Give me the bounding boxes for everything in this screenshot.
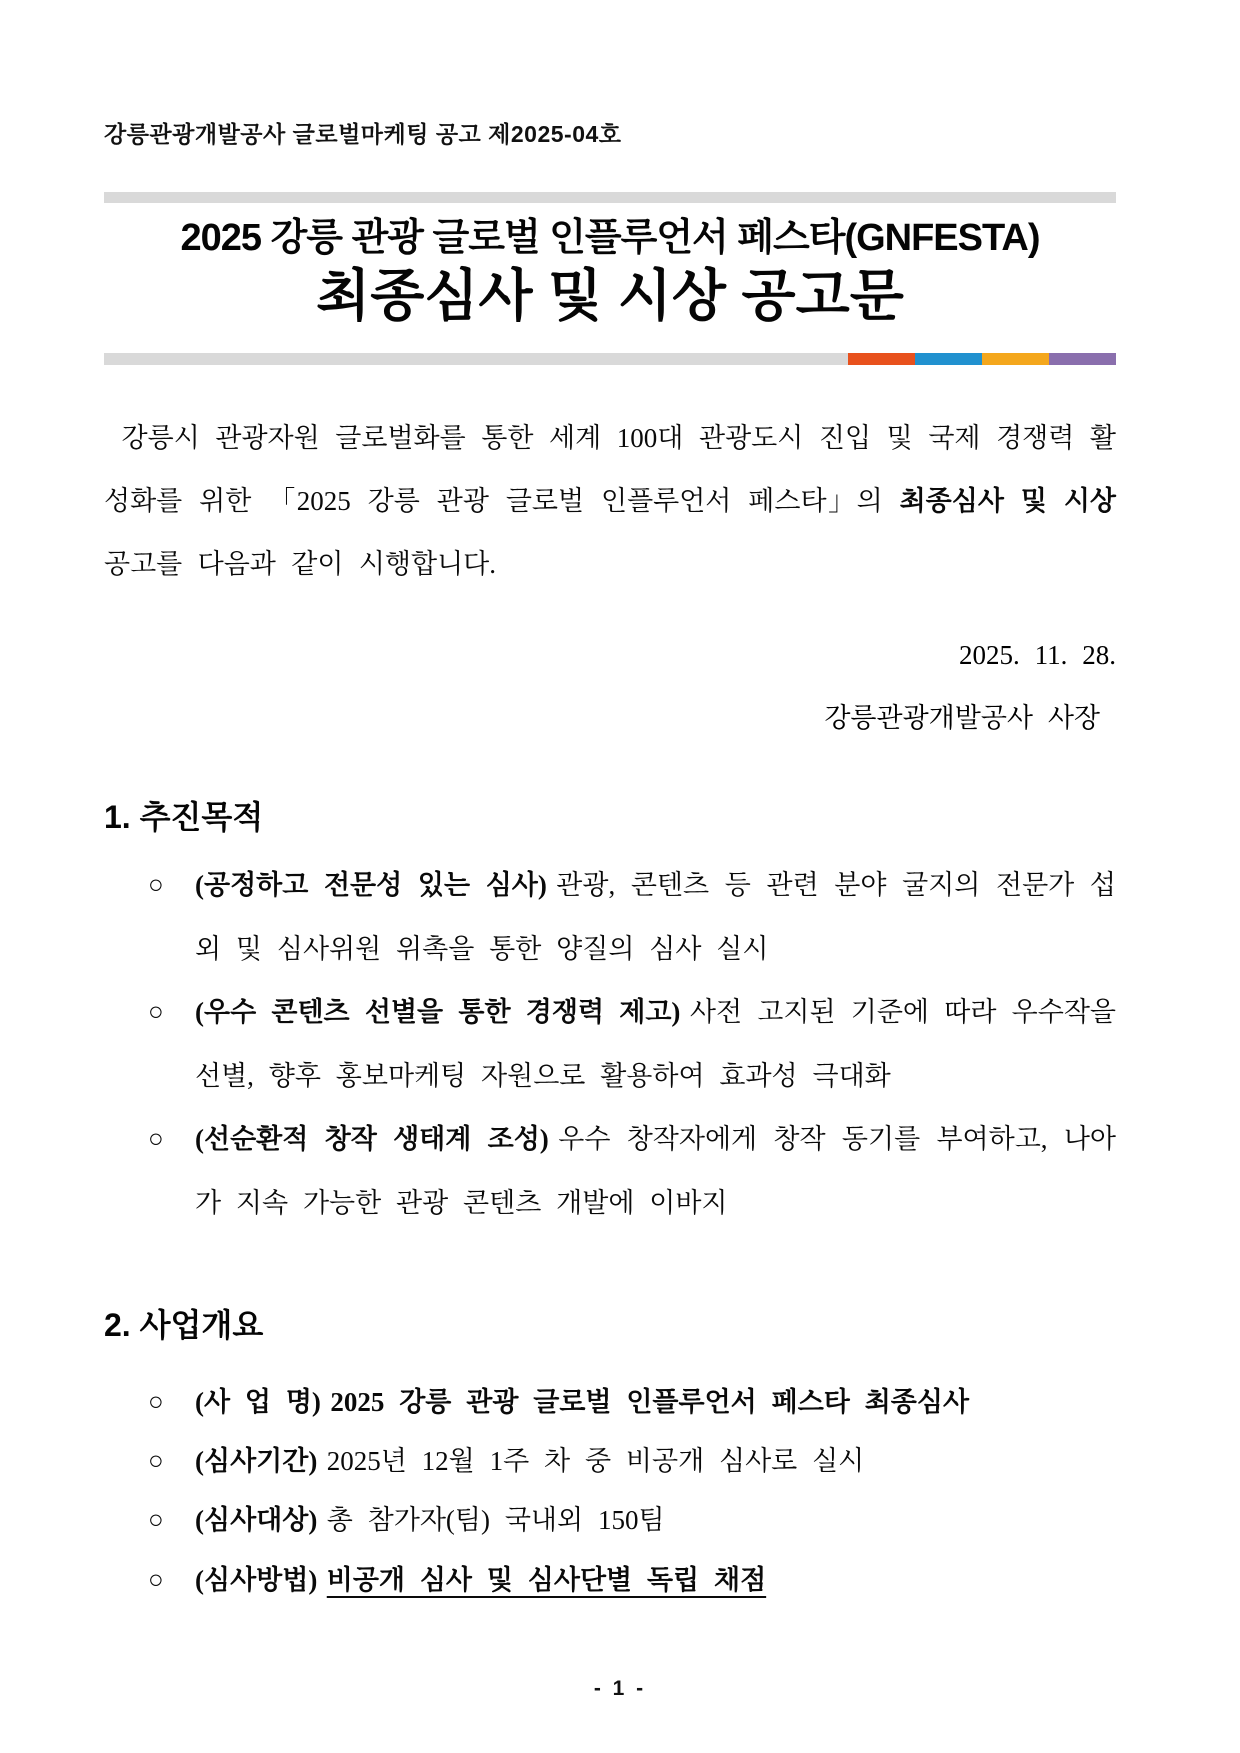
circle-bullet-marker: ○: [148, 1505, 164, 1535]
bullet-item-content-selection: [104, 981, 1116, 1108]
divider-red-segment: [848, 353, 915, 365]
bullet-value: 관광, 콘텐츠 등 관련 분야 굴지의 전문가 섭외 및 심사위원 위촉을 통한 양질의 심사 실시: [195, 870, 1116, 964]
bullet-value: 비공개 심사 및 심사단별 독립 채점: [326, 1564, 767, 1595]
intro-text-bold: 최종심사 및 시상: [899, 486, 1116, 517]
title-block: [104, 215, 1116, 330]
page-title-line2: 최종심사 및 시상 공고문: [316, 264, 904, 328]
bullet-value: 사전 고지된 기준에 따라 우수작을 선별, 향후 홍보마케팅 자원으로 활용하여 효과성 극대화: [195, 997, 1116, 1091]
bullet-text: [195, 1108, 1116, 1235]
bullet-label: (선순환적 창작 생태계 조성): [195, 1124, 549, 1155]
bullet-text: [195, 1432, 1116, 1491]
bullet-value: 2025 강릉 관광 글로벌 인플루언서 페스타 최종심사: [330, 1386, 970, 1417]
bullet-label: (공정하고 전문성 있는 심사): [195, 870, 547, 901]
divider-amber-segment: [982, 353, 1049, 365]
bullet-item-judging-target: [104, 1491, 1116, 1550]
bullet-text: [195, 1373, 1116, 1432]
intro-text-start: 강릉시 관광자원 글로벌화를 통한 세계 100대 관광도시 진입 및 국제 경쟁력 활성화를 위한 「2025 강릉 관광 글로벌 인플루언서 페스타」의: [104, 422, 1116, 517]
bullet-item-judging-method: [104, 1551, 1116, 1610]
circle-bullet-marker: ○: [148, 997, 164, 1027]
bullet-value: 총 참가자(팀) 국내외 150팀: [326, 1505, 665, 1536]
section-1-bullets: [104, 854, 1116, 1235]
bullet-text: [195, 1551, 1116, 1610]
bullet-value: 2025년 12월 1주 차 중 비공개 심사로 실시: [326, 1445, 865, 1476]
bullet-label: (우수 콘텐츠 선별을 통한 경쟁력 제고): [195, 997, 681, 1028]
bullet-value: 우수 창작자에게 창작 동기를 부여하고, 나아가 지속 가능한 관광 콘텐츠 개발에 이바지: [195, 1124, 1117, 1218]
section-2-heading: 2. 사업개요: [104, 1306, 264, 1343]
divider-gray-segment: [104, 353, 848, 365]
page-number: - 1 -: [593, 1677, 647, 1700]
bullet-label: (심사방법): [195, 1564, 318, 1595]
bullet-label: (사 업 명): [195, 1386, 321, 1417]
section-1-heading: 1. 추진목적: [104, 798, 264, 835]
bullet-item-creative-ecosystem: [104, 1108, 1116, 1235]
divider-blue-segment: [915, 353, 982, 365]
intro-text-end: 공고를 다음과 같이 시행합니다.: [104, 549, 496, 580]
page-title-line1: 2025 강릉 관광 글로벌 인플루언서 페스타(GNFESTA): [180, 216, 1040, 259]
document-number: 강릉관광개발공사 글로벌마케팅 공고 제2025-04호: [104, 121, 622, 147]
bullet-item-fair-judging: [104, 854, 1116, 981]
top-divider-bar: [104, 192, 1116, 203]
intro-paragraph: [104, 407, 1116, 597]
circle-bullet-marker: ○: [148, 1386, 164, 1416]
signer: 강릉관광개발공사 사장: [824, 703, 1100, 734]
circle-bullet-marker: ○: [148, 1445, 164, 1475]
bullet-item-project-name: [104, 1373, 1116, 1432]
section-2-bullets: [104, 1373, 1116, 1611]
bullet-label: (심사기간): [195, 1445, 318, 1476]
circle-bullet-marker: ○: [148, 1124, 164, 1154]
circle-bullet-marker: ○: [148, 870, 164, 900]
announcement-date: 2025. 11. 28.: [959, 639, 1116, 670]
bullet-item-judging-period: [104, 1432, 1116, 1491]
bullet-label: (심사대상): [195, 1505, 318, 1536]
bullet-text: [195, 854, 1116, 981]
circle-bullet-marker: ○: [148, 1564, 164, 1594]
bullet-text: [195, 981, 1116, 1108]
bottom-divider-bar: [104, 353, 1116, 365]
divider-purple-segment: [1049, 353, 1116, 365]
bullet-text: [195, 1491, 1116, 1550]
